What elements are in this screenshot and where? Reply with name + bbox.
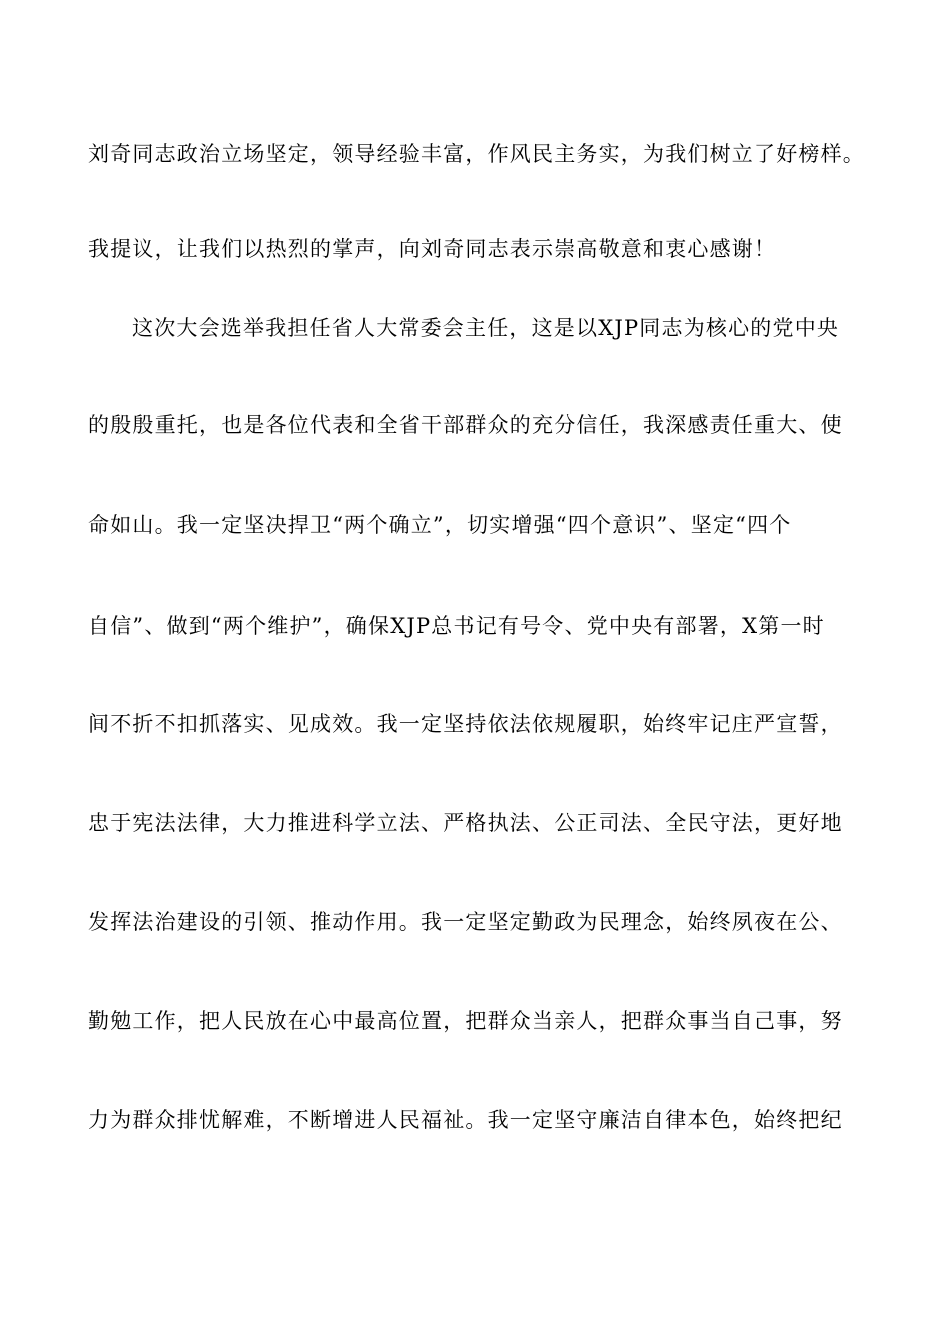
- text-line-9: 发挥法治建设的引领、推动作用。我一定坚定勤政为民理念，始终夙夜在公、: [88, 910, 843, 934]
- text-line-6: 自信”、做到“两个维护”，确保XJP总书记有号令、党中央有部署，X第一时: [88, 614, 825, 638]
- text-line-8: 忠于宪法法律，大力推进科学立法、严格执法、公正司法、全民守法，更好地: [88, 811, 843, 835]
- paragraph-first-line: 这次大会选举我担任省人大常委会主任，这是以XJP同志为核心的党中央: [132, 316, 840, 340]
- text-line-4: 的殷殷重托，也是各位代表和全省干部群众的充分信任，我深感责任重大、使: [88, 413, 843, 437]
- text-line-2: 我提议，让我们以热烈的掌声，向刘奇同志表示崇高敬意和衷心感谢！: [88, 237, 777, 261]
- text-line-5: 命如山。我一定坚决捍卫“两个确立”，切实增强“四个意识”、坚定“四个: [88, 513, 792, 537]
- text-line-11: 力为群众排忧解难，不断增进人民福祉。我一定坚守廉洁自律本色，始终把纪: [88, 1108, 843, 1132]
- text-line-7: 间不折不扣抓落实、见成效。我一定坚持依法依规履职，始终牢记庄严宣誓，: [88, 712, 843, 736]
- text-line-1: 刘奇同志政治立场坚定，领导经验丰富，作风民主务实，为我们树立了好榜样。: [88, 142, 865, 166]
- text-line-10: 勤勉工作，把人民放在心中最高位置，把群众当亲人，把群众事当自己事，努: [88, 1009, 843, 1033]
